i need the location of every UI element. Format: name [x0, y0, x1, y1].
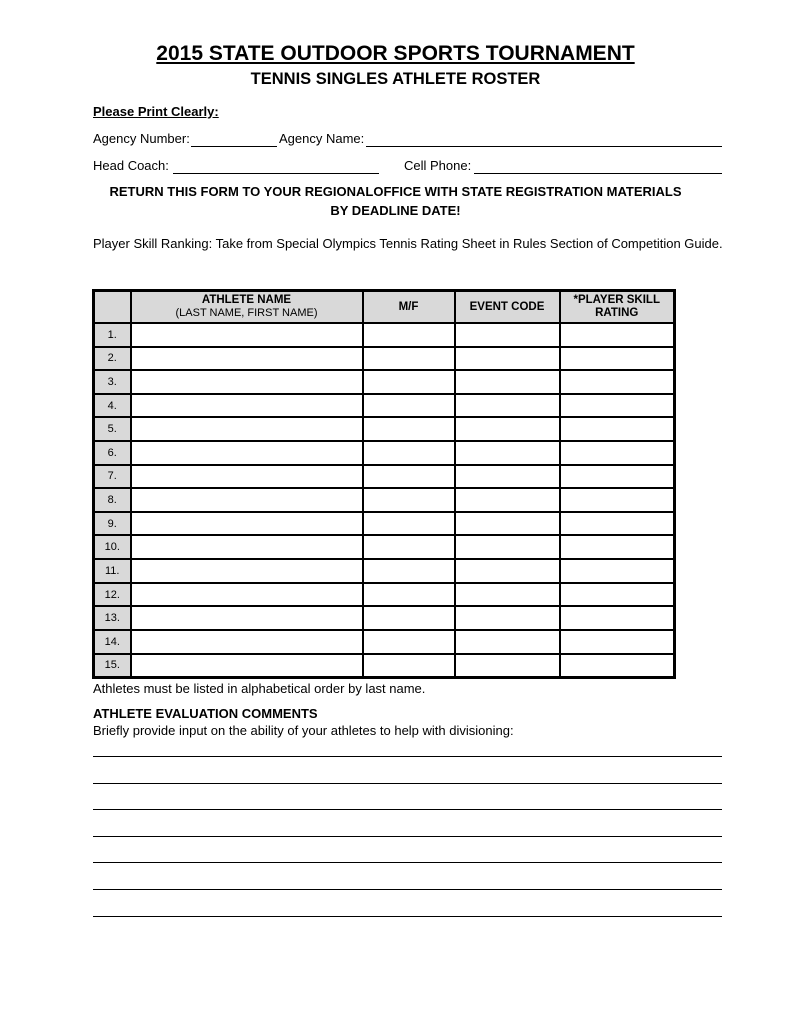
- skill-rating-cell[interactable]: [560, 347, 674, 371]
- agency-name-label: Agency Name:: [279, 131, 365, 146]
- event-code-cell[interactable]: [455, 559, 560, 583]
- roster-row: [95, 465, 674, 489]
- skill-rating-cell[interactable]: [560, 559, 674, 583]
- event-code-cell[interactable]: [455, 417, 560, 441]
- header-skill-rating: *PLAYER SKILL RATING: [560, 292, 674, 324]
- return-notice-line1: RETURN THIS FORM TO YOUR REGIONALOFFICE WITH STATE REGISTRATION MATERIALS: [109, 184, 682, 199]
- gender-cell[interactable]: [363, 559, 455, 583]
- return-notice-line2: BY DEADLINE DATE!: [330, 203, 461, 218]
- row-number: 13.: [95, 606, 131, 630]
- row-number: 5.: [95, 417, 131, 441]
- event-code-cell[interactable]: [455, 512, 560, 536]
- gender-cell[interactable]: [363, 465, 455, 489]
- skill-rating-cell[interactable]: [560, 512, 674, 536]
- event-code-cell[interactable]: [455, 488, 560, 512]
- skill-rating-cell[interactable]: [560, 583, 674, 607]
- comments-prompt: Briefly provide input on the ability of your athletes to help with divisioning:: [93, 723, 514, 738]
- athlete-name-cell[interactable]: [131, 654, 363, 677]
- athlete-name-cell[interactable]: [131, 370, 363, 394]
- event-code-cell[interactable]: [455, 583, 560, 607]
- row-number: 11.: [95, 559, 131, 583]
- header-gender: M/F: [363, 292, 455, 324]
- roster-row: [95, 394, 674, 418]
- skill-rating-cell[interactable]: [560, 535, 674, 559]
- roster-row: [95, 323, 674, 347]
- gender-cell[interactable]: [363, 441, 455, 465]
- roster-row: [95, 512, 674, 536]
- athlete-name-cell[interactable]: [131, 465, 363, 489]
- agency-number-label: Agency Number:: [93, 131, 190, 146]
- gender-cell[interactable]: [363, 488, 455, 512]
- gender-cell[interactable]: [363, 323, 455, 347]
- gender-cell[interactable]: [363, 347, 455, 371]
- row-number: 10.: [95, 535, 131, 559]
- head-coach-label: Head Coach:: [93, 158, 169, 173]
- cell-phone-field[interactable]: [474, 173, 722, 174]
- row-number: 12.: [95, 583, 131, 607]
- athlete-name-cell[interactable]: [131, 512, 363, 536]
- row-number: 9.: [95, 512, 131, 536]
- row-number: 8.: [95, 488, 131, 512]
- roster-row: [95, 630, 674, 654]
- row-number: 14.: [95, 630, 131, 654]
- athlete-name-cell[interactable]: [131, 583, 363, 607]
- comments-heading: ATHLETE EVALUATION COMMENTS: [93, 706, 318, 721]
- row-number: 2.: [95, 347, 131, 371]
- athlete-name-cell[interactable]: [131, 323, 363, 347]
- athlete-name-cell[interactable]: [131, 441, 363, 465]
- skill-rating-cell[interactable]: [560, 417, 674, 441]
- skill-rating-cell[interactable]: [560, 394, 674, 418]
- gender-cell[interactable]: [363, 654, 455, 677]
- header-athlete-name: [131, 292, 363, 324]
- athlete-name-cell[interactable]: [131, 630, 363, 654]
- gender-cell[interactable]: [363, 512, 455, 536]
- roster-row: [95, 606, 674, 630]
- gender-cell[interactable]: [363, 370, 455, 394]
- athlete-name-cell[interactable]: [131, 488, 363, 512]
- athlete-name-heading: ATHLETE NAME: [201, 294, 292, 306]
- alphabetical-order-note: Athletes must be listed in alphabetical order by last name.: [93, 681, 426, 696]
- athlete-name-cell[interactable]: [131, 394, 363, 418]
- event-code-cell[interactable]: [455, 323, 560, 347]
- comment-line[interactable]: [93, 916, 722, 917]
- gender-cell[interactable]: [363, 417, 455, 441]
- header-number-cell: [95, 292, 131, 324]
- roster-row: [95, 583, 674, 607]
- comment-line[interactable]: [93, 836, 722, 837]
- roster-row: [95, 654, 674, 677]
- gender-cell[interactable]: [363, 394, 455, 418]
- roster-row: [95, 347, 674, 371]
- skill-rating-cell[interactable]: [560, 488, 674, 512]
- gender-cell[interactable]: [363, 606, 455, 630]
- head-coach-field[interactable]: [173, 173, 379, 174]
- event-code-cell[interactable]: [455, 465, 560, 489]
- roster-row: [95, 441, 674, 465]
- skill-rating-cell[interactable]: [560, 465, 674, 489]
- skill-rating-cell[interactable]: [560, 370, 674, 394]
- agency-name-field[interactable]: [366, 146, 722, 147]
- roster-header-row: [95, 292, 674, 324]
- print-clearly-label: Please Print Clearly:: [93, 104, 219, 119]
- skill-ranking-note: Player Skill Ranking: Take from Special Olympics Tennis Rating Sheet in Rules Section of Competition Guide.: [93, 236, 723, 251]
- event-code-cell[interactable]: [455, 630, 560, 654]
- comment-line[interactable]: [93, 889, 722, 890]
- roster-row: [95, 417, 674, 441]
- roster-table: [92, 289, 676, 679]
- skill-rating-cell[interactable]: [560, 654, 674, 677]
- event-code-cell[interactable]: [455, 370, 560, 394]
- roster-row: [95, 559, 674, 583]
- roster-row: [95, 535, 674, 559]
- agency-number-field[interactable]: [191, 146, 277, 147]
- comment-line[interactable]: [93, 862, 722, 863]
- event-code-cell[interactable]: [455, 394, 560, 418]
- gender-cell[interactable]: [363, 535, 455, 559]
- gender-cell[interactable]: [363, 583, 455, 607]
- comment-line[interactable]: [93, 756, 722, 757]
- row-number: 6.: [95, 441, 131, 465]
- athlete-name-cell[interactable]: [131, 347, 363, 371]
- event-code-cell[interactable]: [455, 441, 560, 465]
- skill-rating-cell[interactable]: [560, 441, 674, 465]
- roster-row: [95, 370, 674, 394]
- athlete-name-cell[interactable]: [131, 606, 363, 630]
- gender-cell[interactable]: [363, 630, 455, 654]
- event-code-cell[interactable]: [455, 347, 560, 371]
- row-number: 4.: [95, 394, 131, 418]
- comment-line[interactable]: [93, 783, 722, 784]
- cell-phone-label: Cell Phone:: [404, 158, 472, 173]
- event-code-cell[interactable]: [455, 606, 560, 630]
- athlete-name-cell[interactable]: [131, 417, 363, 441]
- athlete-name-cell[interactable]: [131, 559, 363, 583]
- athlete-name-subheading: (LAST NAME, FIRST NAME): [175, 307, 318, 319]
- roster-row: [95, 488, 674, 512]
- page-title: 2015 STATE OUTDOOR SPORTS TOURNAMENT: [156, 42, 635, 65]
- event-code-cell[interactable]: [455, 535, 560, 559]
- athlete-name-cell[interactable]: [131, 535, 363, 559]
- row-number: 3.: [95, 370, 131, 394]
- skill-rating-cell[interactable]: [560, 630, 674, 654]
- row-number: 1.: [95, 323, 131, 347]
- event-code-cell[interactable]: [455, 654, 560, 677]
- comment-line[interactable]: [93, 809, 722, 810]
- skill-rating-cell[interactable]: [560, 323, 674, 347]
- page-subtitle: TENNIS SINGLES ATHLETE ROSTER: [250, 70, 541, 88]
- header-event-code: EVENT CODE: [455, 292, 560, 324]
- row-number: 7.: [95, 465, 131, 489]
- row-number: 15.: [95, 654, 131, 677]
- skill-rating-cell[interactable]: [560, 606, 674, 630]
